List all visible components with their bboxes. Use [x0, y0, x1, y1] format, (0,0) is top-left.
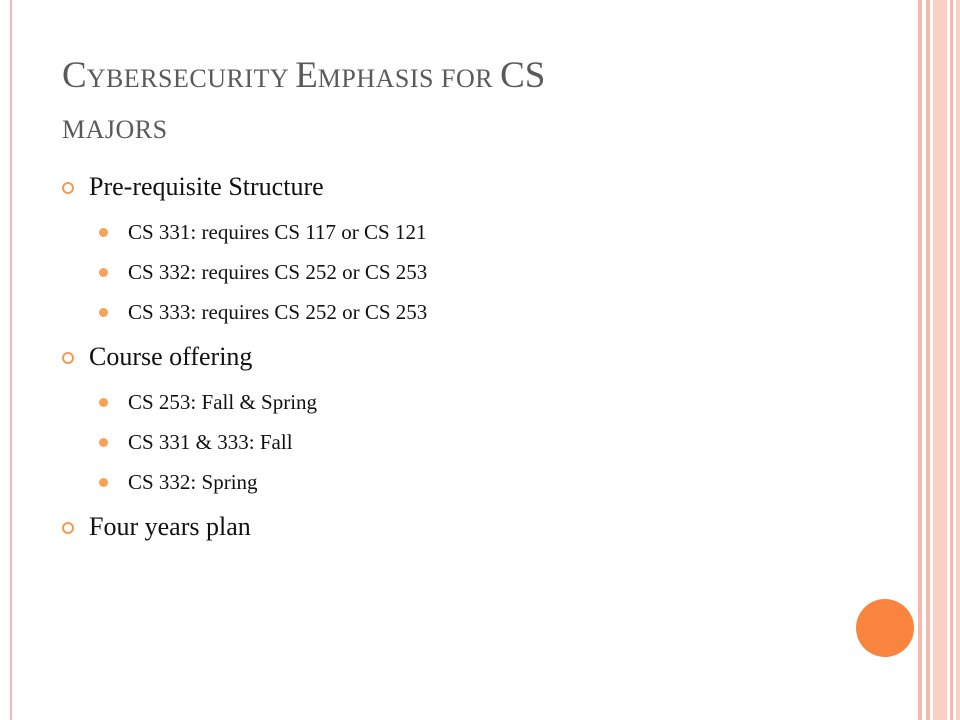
section-heading-text: Four years plan: [89, 512, 251, 541]
list-item-text: CS 332: Spring: [128, 470, 258, 494]
title-initial: CS: [500, 55, 546, 96]
list-item-text: CS 332: requires CS 252 or CS 253: [128, 260, 428, 284]
section-heading-text: Pre-requisite Structure: [89, 172, 324, 201]
ring-bullet-icon: [62, 182, 74, 194]
right-stripe: [956, 0, 960, 720]
title-smallcaps: MPHASIS FOR: [317, 64, 501, 93]
right-stripe: [950, 0, 953, 720]
ring-bullet-icon: [62, 522, 74, 534]
right-stripe: [918, 0, 922, 720]
title-initial: C: [62, 55, 87, 96]
list-item-text: CS 333: requires CS 252 or CS 253: [128, 300, 428, 324]
list-item: [62, 259, 842, 285]
right-stripe: [926, 0, 930, 720]
ring-bullet-icon: [62, 352, 74, 364]
dot-bullet-icon: [99, 308, 108, 317]
dot-bullet-icon: [99, 478, 108, 487]
list-item: [62, 389, 842, 415]
dot-bullet-icon: [99, 228, 108, 237]
left-border-line: [10, 0, 12, 720]
bullet-list: [62, 172, 842, 542]
title-smallcaps: MAJORS: [62, 115, 168, 144]
section-heading: [62, 512, 842, 542]
right-stripe: [933, 0, 947, 720]
list-item: [62, 299, 842, 325]
title-smallcaps: YBERSECURITY: [86, 64, 296, 93]
list-item: [62, 219, 842, 245]
section-heading: [62, 172, 842, 202]
slide-title: [62, 52, 882, 154]
section-heading-text: Course offering: [89, 342, 253, 371]
title-initial: E: [295, 55, 318, 96]
list-item: [62, 469, 842, 495]
accent-circle: [856, 599, 914, 657]
dot-bullet-icon: [99, 268, 108, 277]
list-item: [62, 429, 842, 455]
list-item-text: CS 331: requires CS 117 or CS 121: [128, 220, 427, 244]
list-item-text: CS 253: Fall & Spring: [128, 390, 318, 414]
dot-bullet-icon: [99, 438, 108, 447]
dot-bullet-icon: [99, 398, 108, 407]
section-heading: [62, 342, 842, 372]
list-item-text: CS 331 & 333: Fall: [128, 430, 293, 454]
